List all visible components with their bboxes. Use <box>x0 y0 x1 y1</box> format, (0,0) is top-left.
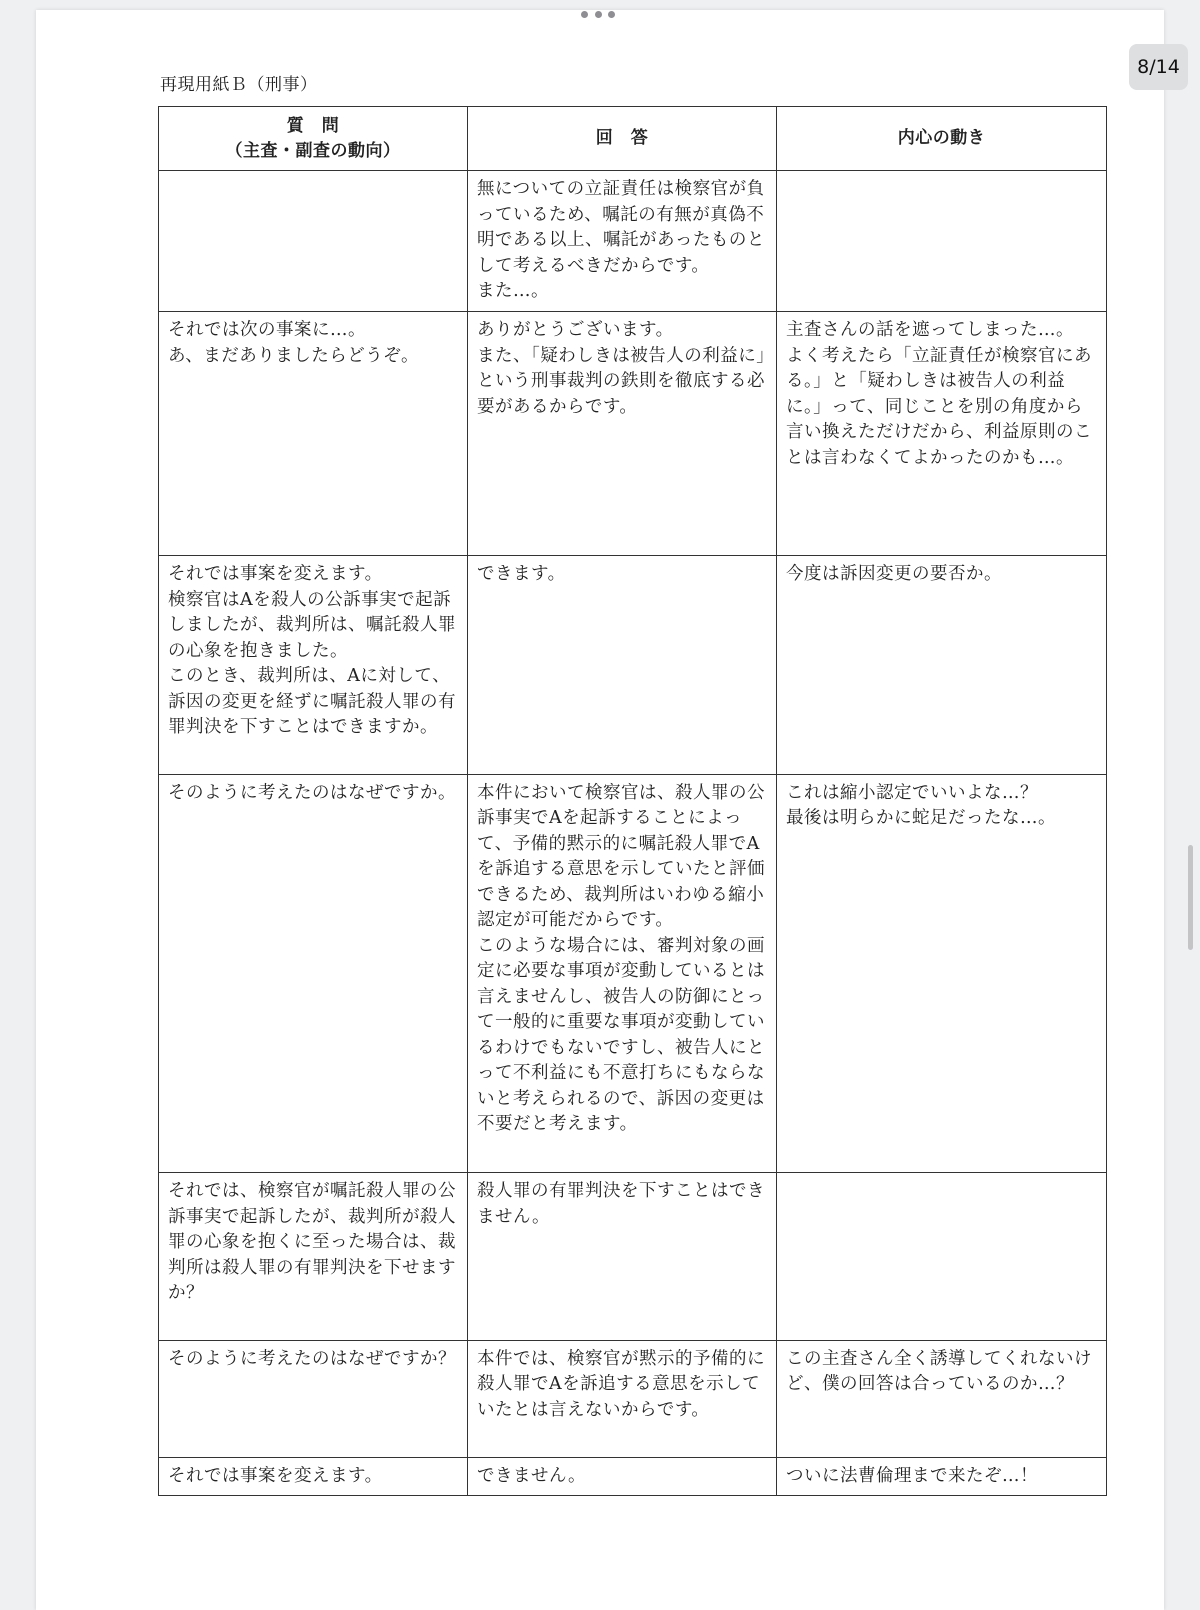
table-row <box>159 1457 1107 1495</box>
inner-cell: 今度は訴因変更の要否か。 <box>777 556 1107 775</box>
inner-cell: ついに法曹倫理まで来たぞ…！ <box>777 1457 1107 1495</box>
answer-cell: 本件では、検察官が黙示的予備的に殺人罪でAを訴追する意思を示していたとは言えないからです。 <box>468 1340 777 1457</box>
inner-cell: この主査さん全く誘導してくれないけど、僕の回答は合っているのか…？ <box>777 1340 1107 1457</box>
table-row <box>159 556 1107 775</box>
table-row <box>159 1340 1107 1457</box>
question-cell: そのように考えたのはなぜですか。 <box>159 774 468 1172</box>
answer-cell: ありがとうございます。 また、「疑わしきは被告人の利益に」という刑事裁判の鉄則を徹底する必要があるからです。 <box>468 312 777 556</box>
answer-cell: 本件において検察官は、殺人罪の公訴事実でAを起訴することによって、予備的黙示的に嘱託殺人罪でAを訴追する意思を示していたと評価できるため、裁判所はいわゆる縮小認定が可能だからです。 このような場合には、審判対象の画定に必要な事項が変動しているとは言えませんし、被告人の防御にとって一般的に重要な事項が変動しているわけでもないですし、被告人にとって不利益にも不意打ちにもならないと考えられるので、訴因の変更は不要だと考えます。 <box>468 774 777 1172</box>
question-cell: それでは次の事案に…。 あ、まだありましたらどうぞ。 <box>159 312 468 556</box>
answer-cell: できません。 <box>468 1457 777 1495</box>
table-row <box>159 312 1107 556</box>
dot <box>581 11 588 18</box>
qa-table <box>158 106 1107 1496</box>
table-row <box>159 1173 1107 1341</box>
question-cell: それでは事案を変えます。 <box>159 1457 468 1495</box>
more-options-icon[interactable] <box>581 10 615 18</box>
header-answer: 回 答 <box>468 107 777 171</box>
answer-cell: できます。 <box>468 556 777 775</box>
question-cell: それでは、検察官が嘱託殺人罪の公訴事実で起訴したが、裁判所が殺人罪の心象を抱くに至った場合は、裁判所は殺人罪の有罪判決を下せますか？ <box>159 1173 468 1341</box>
inner-cell <box>777 1173 1107 1341</box>
dot <box>595 11 602 18</box>
table-header-row <box>159 107 1107 171</box>
table-row <box>159 774 1107 1172</box>
answer-cell: 無についての立証責任は検察官が負っているため、嘱託の有無が真偽不明である以上、嘱託があったものとして考えるべきだからです。 また…。 <box>468 171 777 312</box>
header-inner: 内心の動き <box>777 107 1107 171</box>
answer-cell: 殺人罪の有罪判決を下すことはできません。 <box>468 1173 777 1341</box>
question-cell: そのように考えたのはなぜですか？ <box>159 1340 468 1457</box>
page-indicator: 8/14 <box>1129 44 1188 90</box>
inner-cell: これは縮小認定でいいよな…？ 最後は明らかに蛇足だったな…。 <box>777 774 1107 1172</box>
question-cell <box>159 171 468 312</box>
dot <box>608 11 615 18</box>
document-title: 再現用紙Ｂ（刑事） <box>160 75 318 95</box>
inner-cell: 主査さんの話を遮ってしまった…。 よく考えたら「立証責任が検察官にある。」と「疑わしきは被告人の利益に。」って、同じことを別の角度から言い換えただけだから、利益原則のことは言わなくてよかったのかも…。 <box>777 312 1107 556</box>
inner-cell <box>777 171 1107 312</box>
table-row <box>159 171 1107 312</box>
header-question: 質 問 （主査・副査の動向） <box>159 107 468 171</box>
question-cell: それでは事案を変えます。 検察官はAを殺人の公訴事実で起訴しましたが、裁判所は、嘱託殺人罪の心象を抱きました。 このとき、裁判所は、Aに対して、訴因の変更を経ずに嘱託殺人罪の有罪判決を下すことはできますか。 <box>159 556 468 775</box>
vertical-scrollbar[interactable] <box>1188 845 1193 950</box>
